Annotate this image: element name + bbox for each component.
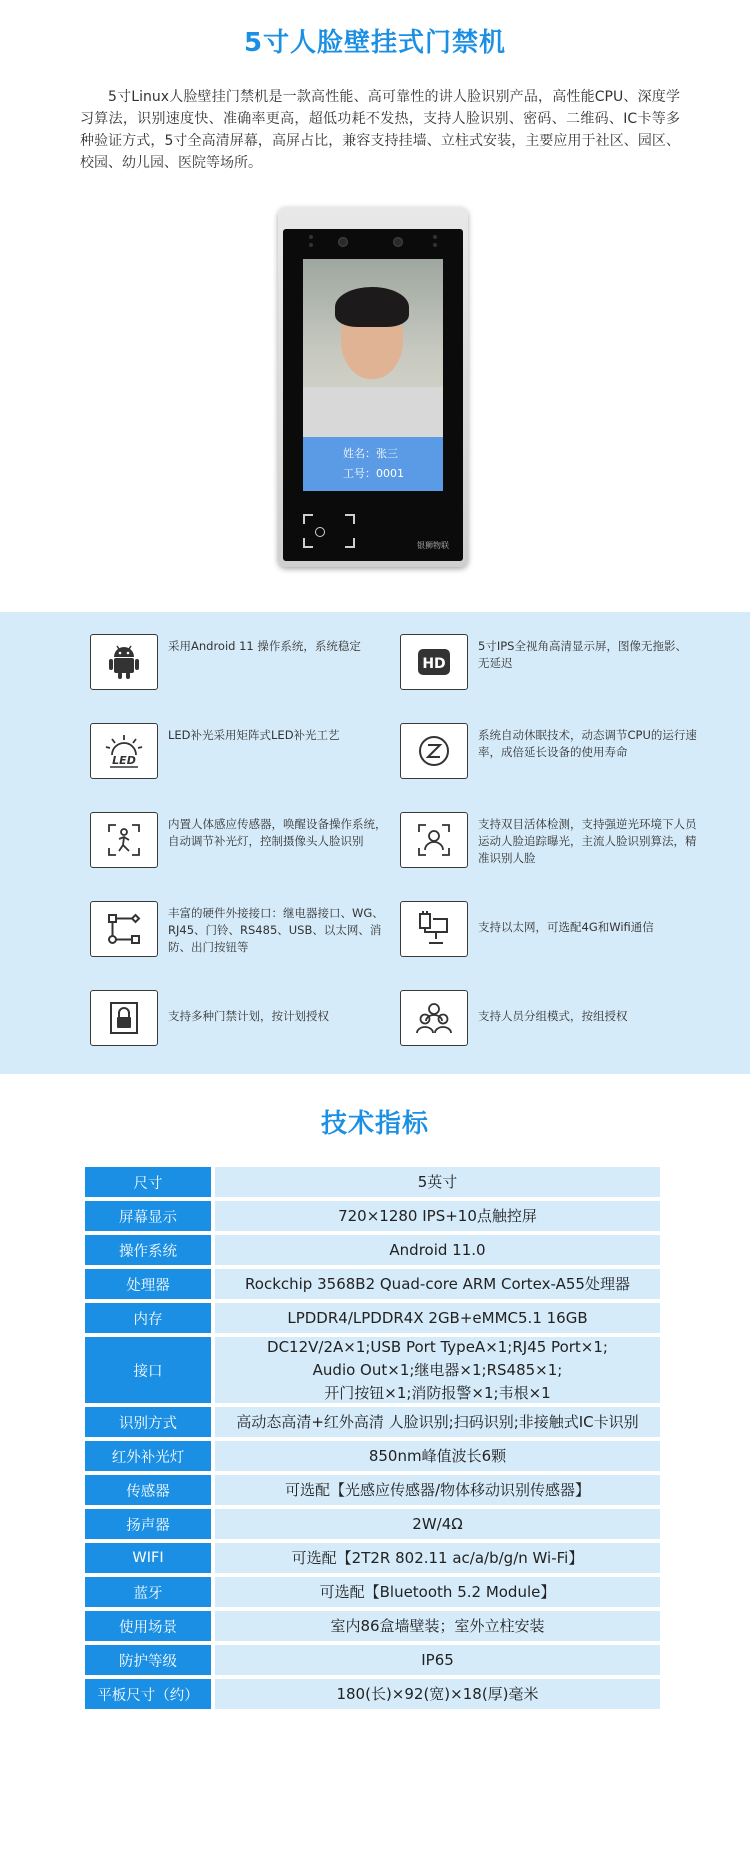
feature-item — [90, 812, 390, 868]
spec-section-title: 技术指标 — [320, 1109, 429, 1139]
spec-row — [85, 1679, 660, 1709]
spec-row — [85, 1509, 660, 1539]
feature-text: 系统自动休眠技术，动态调节CPU的运行速率，成倍延长设备的使用寿命 — [478, 728, 697, 759]
spec-value — [215, 1201, 660, 1231]
spec-key: 传感器 — [85, 1475, 211, 1505]
spec-key: 屏幕显示 — [85, 1201, 211, 1231]
spec-row — [85, 1475, 660, 1505]
spec-row — [85, 1201, 660, 1231]
network-icon — [400, 901, 468, 957]
android-icon — [90, 634, 158, 690]
spec-value-line: 高动态高清+红外高清 人脸识别;扫码识别;非接触式IC卡识别 — [236, 1412, 639, 1431]
spec-row — [85, 1235, 660, 1265]
lock-icon — [90, 990, 158, 1046]
spec-row — [85, 1577, 660, 1607]
spec-value — [215, 1543, 660, 1573]
device-front-panel — [283, 229, 463, 561]
spec-key: 平板尺寸（约） — [85, 1679, 211, 1709]
feature-text: 内置人体感应传感器，唤醒设备操作系统，自动调节补光灯，控制摄像头人脸识别 — [168, 817, 387, 848]
device-image — [278, 207, 468, 567]
feature-item — [400, 990, 700, 1046]
feature-item — [400, 723, 700, 779]
led-icon — [90, 723, 158, 779]
feature-text: 丰富的硬件外接接口：继电器接口、WG、RJ45、门铃、RS485、USB、以太网、消防、出门按钮等 — [168, 906, 384, 954]
ir-led-dot — [433, 235, 437, 239]
hd-icon — [400, 634, 468, 690]
spec-key: 内存 — [85, 1303, 211, 1333]
ir-led-dot — [309, 243, 313, 247]
ir-led-dot — [433, 243, 437, 247]
feature-item — [90, 901, 390, 957]
svg-text:LED: LED — [112, 754, 136, 767]
spec-value-line: 850nm峰值波长6颗 — [368, 1446, 507, 1465]
spec-value — [215, 1337, 660, 1403]
spec-value-line: 开门按钮×1;消防报警×1;韦根×1 — [324, 1383, 551, 1402]
group-icon — [400, 990, 468, 1046]
sleep-z-icon — [400, 723, 468, 779]
feature-item — [90, 634, 390, 690]
feature-item — [90, 990, 390, 1046]
spec-value — [215, 1577, 660, 1607]
page-title: 5寸人脸壁挂式门禁机 — [243, 28, 507, 58]
feature-text: LED补光采用矩阵式LED补光工艺 — [168, 728, 340, 742]
camera-lens-icon — [338, 237, 348, 247]
spec-value-line: Rockchip 3568B2 Quad-core ARM Cortex-A55处理器 — [245, 1274, 630, 1293]
feature-text: 5寸IPS全视角高清显示屏，图像无拖影、无延迟 — [478, 639, 687, 670]
spec-value — [215, 1475, 660, 1505]
spec-key: 接口 — [85, 1337, 211, 1403]
spec-value — [215, 1407, 660, 1437]
spec-value — [215, 1645, 660, 1675]
spec-value — [215, 1235, 660, 1265]
features-section — [0, 612, 750, 1074]
feature-item — [90, 723, 390, 779]
spec-key: 处理器 — [85, 1269, 211, 1299]
spec-value-line: 室内86盒墙壁装；室外立柱安装 — [330, 1616, 545, 1635]
feature-item — [400, 812, 700, 868]
name-line: 姓名：张三 — [343, 447, 398, 460]
spec-key: 蓝牙 — [85, 1577, 211, 1607]
spec-value-line: 可选配【Bluetooth 5.2 Module】 — [319, 1582, 556, 1601]
spec-key: WIFI — [85, 1543, 211, 1573]
feature-item — [400, 634, 700, 690]
spec-value-line: 可选配【2T2R 802.11 ac/a/b/g/n Wi-Fi】 — [291, 1548, 584, 1567]
photo-hair — [335, 287, 409, 327]
person-sensor-icon — [90, 812, 158, 868]
device-screen — [303, 259, 443, 491]
feature-item — [400, 901, 700, 957]
ir-led-dot — [309, 235, 313, 239]
spec-value — [215, 1441, 660, 1471]
spec-row — [85, 1611, 660, 1641]
spec-row — [85, 1337, 660, 1403]
spec-value — [215, 1303, 660, 1333]
id-line: 工号：0001 — [343, 467, 404, 480]
spec-key: 红外补光灯 — [85, 1441, 211, 1471]
spec-row — [85, 1167, 660, 1197]
camera-lens-icon — [393, 237, 403, 247]
spec-row — [85, 1269, 660, 1299]
feature-text: 支持人员分组模式，按组授权 — [478, 1009, 628, 1023]
spec-value — [215, 1167, 660, 1197]
face-scan-icon — [400, 812, 468, 868]
spec-value-line: 可选配【光感应传感器/物体移动识别传感器】 — [284, 1480, 591, 1499]
spec-key: 防护等级 — [85, 1645, 211, 1675]
spec-key: 操作系统 — [85, 1235, 211, 1265]
device-brand-label: 银狮物联 — [417, 541, 449, 550]
spec-value-line: 5英寸 — [417, 1172, 458, 1191]
spec-value-line: Audio Out×1;继电器×1;RS485×1; — [312, 1360, 563, 1379]
recognition-info-panel — [303, 437, 443, 491]
spec-value — [215, 1269, 660, 1299]
interface-icon — [90, 901, 158, 957]
spec-value — [215, 1679, 660, 1709]
spec-row — [85, 1543, 660, 1573]
feature-text: 支持双目活体检测，支持强逆光环境下人员运动人脸追踪曝光，主流人脸识别算法，精准识别人脸 — [478, 817, 697, 865]
spec-key: 使用场景 — [85, 1611, 211, 1641]
spec-row — [85, 1303, 660, 1333]
spec-value-line: DC12V/2A×1;USB Port TypeA×1;RJ45 Port×1; — [267, 1337, 608, 1356]
spec-value-line: 2W/4Ω — [412, 1514, 463, 1533]
spec-value-line: 720×1280 IPS+10点触控屏 — [338, 1206, 537, 1225]
intro-paragraph: 5寸Linux人脸壁挂门禁机是一款高性能、高可靠性的讲人脸识别产品，高性能CPU、深度学习算法，识别速度快、准确率更高，超低功耗不发热，支持人脸识别、密码、二维码、IC卡等多种验证方式，5寸全高清屏幕，高屏占比，兼容支持挂墙、立柱式安装，主要应用于社区、园区、校园、幼儿园、医院等场所。 — [80, 89, 680, 171]
spec-value-line: 180(长)×92(宽)×18(厚)毫米 — [336, 1684, 539, 1703]
spec-value-line: Android 11.0 — [389, 1240, 486, 1259]
spec-value-line: IP65 — [421, 1650, 454, 1669]
spec-value — [215, 1611, 660, 1641]
spec-key: 识别方式 — [85, 1407, 211, 1437]
spec-key: 扬声器 — [85, 1509, 211, 1539]
svg-text:HD: HD — [422, 656, 446, 672]
spec-value — [215, 1509, 660, 1539]
spec-value-line: LPDDR4/LPDDR4X 2GB+eMMC5.1 16GB — [287, 1308, 588, 1327]
spec-row — [85, 1407, 660, 1437]
feature-text: 支持多种门禁计划，按计划授权 — [168, 1009, 329, 1023]
card-scan-area-icon — [303, 514, 355, 548]
feature-text: 采用Android 11 操作系统，系统稳定 — [168, 639, 361, 653]
spec-key: 尺寸 — [85, 1167, 211, 1197]
spec-row — [85, 1441, 660, 1471]
feature-text: 支持以太网，可选配4G和Wifi通信 — [478, 920, 654, 934]
spec-row — [85, 1645, 660, 1675]
